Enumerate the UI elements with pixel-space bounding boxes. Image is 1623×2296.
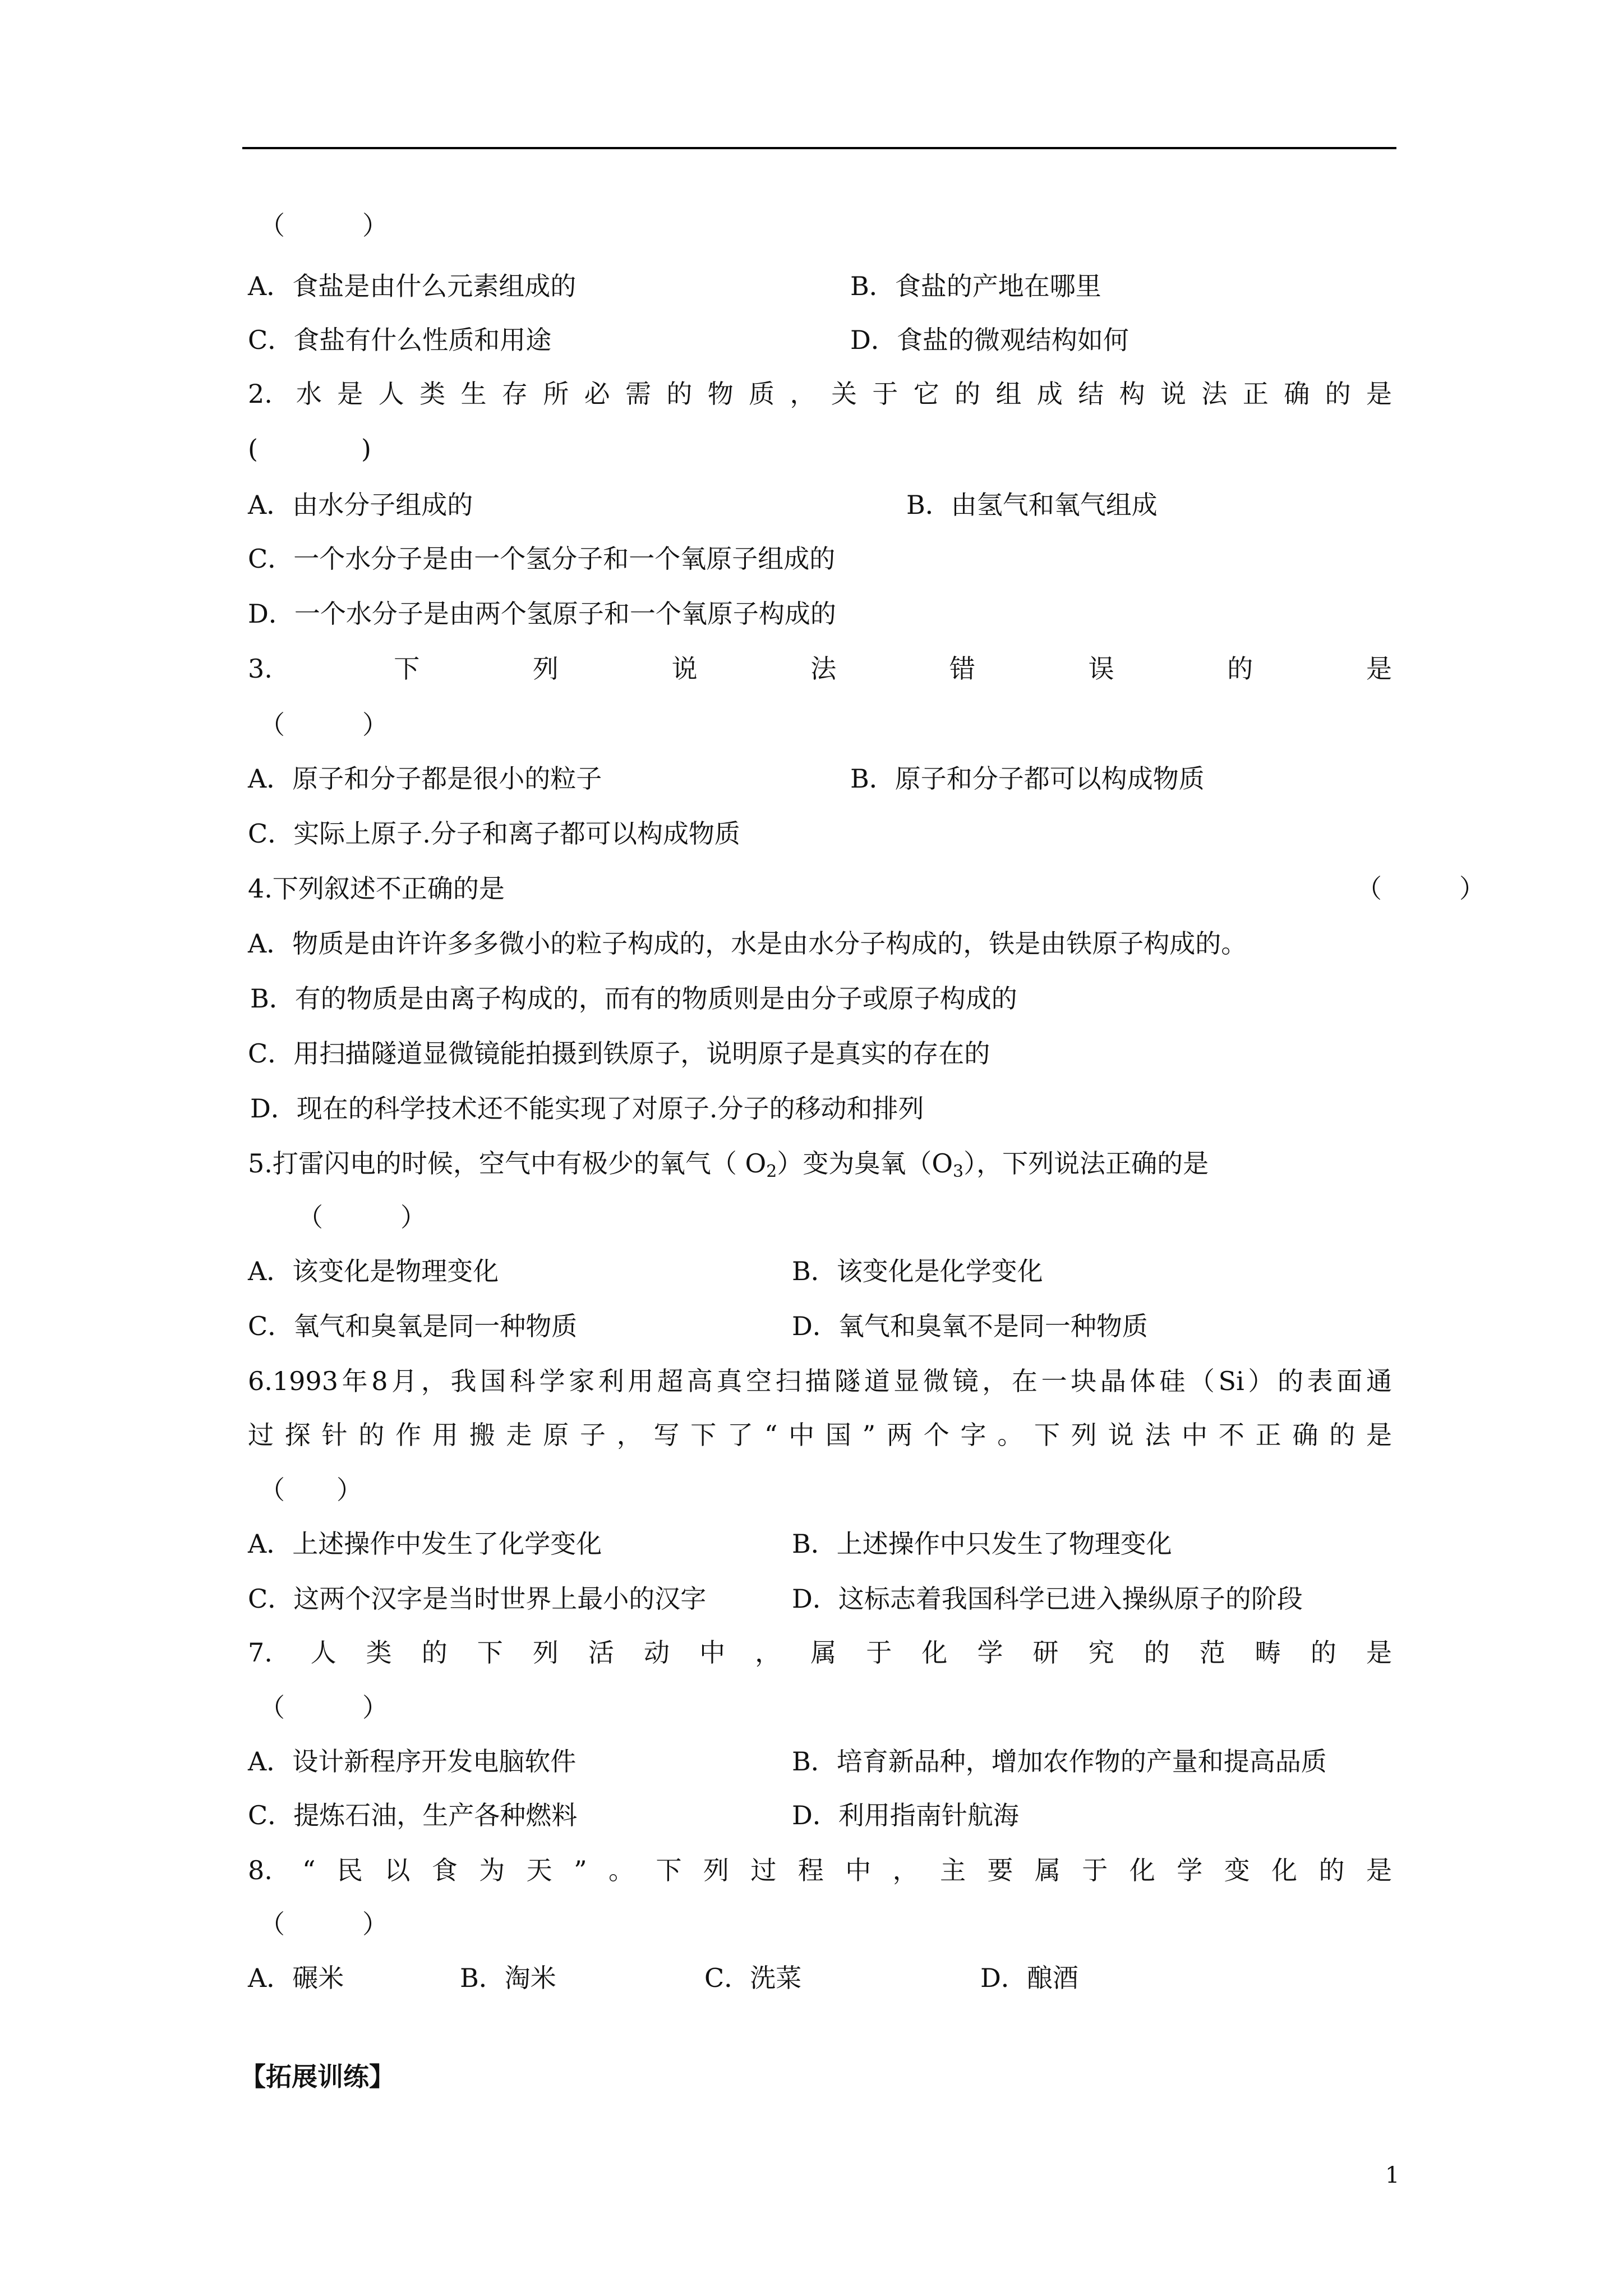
q6-stem-line1: 6.1993年8月，我国科学家利用超高真空扫描隧道显微镜，在一块晶体硅（Si）的表面通 [248,1366,1392,1396]
q4-option-c: C．用扫描隧道显微镜能拍摄到铁原子，说明原子是真实的存在的 [248,1038,990,1069]
q7-option-b: B．培育新品种，增加农作物的产量和提高品质 [792,1746,1327,1777]
q5-option-d: D．氧气和臭氧不是同一种物质 [792,1311,1148,1341]
q5-stem: 5.打雷闪电的时候，空气中有极少的氧气（ $O_2$）变为臭氧$(O_3)$，下列说法正确的是 [248,1148,1209,1181]
q3-paren: （ ） [259,710,388,740]
q1-paren: （ ） [259,210,388,241]
page-number: 1 [1385,2162,1400,2188]
q7-paren: （ ） [259,1692,388,1723]
q6-option-b: B．上述操作中只发生了物理变化 [792,1529,1172,1559]
q8-option-c: C．洗菜 [704,1963,802,1993]
q1-option-d: D．食盐的微观结构如何 [850,325,1129,355]
q1-option-a: A．食盐是由什么元素组成的 [248,271,577,301]
q5-option-c: C．氧气和臭氧是同一种物质 [248,1311,578,1341]
q3-stem: 3. 下列说法错误的是 [248,654,1392,684]
q8-option-b: B．淘米 [460,1963,556,1993]
q6-option-d: D．这标志着我国科学已进入操纵原子的阶段 [792,1584,1303,1614]
q3-option-b: B．原子和分子都可以构成物质 [850,763,1205,794]
q2-option-c: C．一个水分子是由一个氢分子和一个氧原子组成的 [248,544,836,574]
q4-option-b: B．有的物质是由离子构成的，而有的物质则是由分子或原子构成的 [250,983,1017,1014]
q2-option-a: A．由水分子组成的 [248,490,473,520]
q7-option-c: C．提炼石油，生产各种燃料 [248,1800,578,1830]
q6-stem-line2: 过探针的作用搬走原子，写下了“中国”两个字。下列说法中不正确的是 [248,1420,1392,1450]
q3-option-c: C．实际上原子.分子和离子都可以构成物质 [248,818,740,849]
q1-option-c: C．食盐有什么性质和用途 [248,325,552,355]
q8-paren: （ ） [259,1909,388,1939]
q6-option-a: A．上述操作中发生了化学变化 [248,1529,602,1559]
q8-option-d: D．酿酒 [980,1963,1078,1993]
q5-option-a: A．该变化是物理变化 [248,1256,499,1286]
q7-stem: 7. 人类的下列活动中，属于化学研究的范畴的是 [248,1637,1392,1668]
section-heading: 【拓展训练】 [240,2062,395,2092]
q3-option-a: A．原子和分子都是很小的粒子 [248,763,602,794]
q5-paren: （ ） [297,1202,426,1232]
q2-paren: ( ) [248,434,371,464]
q1-option-b: B．食盐的产地在哪里 [850,271,1101,301]
q5-option-b: B．该变化是化学变化 [792,1256,1043,1286]
q7-option-a: A．设计新程序开发电脑软件 [248,1746,577,1777]
header-rule [242,147,1396,149]
q2-option-b: B．由氢气和氧气组成 [906,490,1158,520]
q8-option-a: A．碾米 [248,1963,344,1993]
q7-option-d: D．利用指南针航海 [792,1800,1019,1830]
q4-option-d: D．现在的科学技术还不能实现了对原子.分子的移动和排列 [250,1093,924,1124]
q2-stem: 2. 水是人类生存所必需的物质，关于它的组成结构说法正确的是 [248,379,1392,409]
q4-stem: 4.下列叙述不正确的是 [248,873,505,904]
q6-option-c: C．这两个汉字是当时世界上最小的汉字 [248,1584,707,1614]
q4-paren: （ ） [1356,873,1485,904]
q4-option-a: A．物质是由许许多多微小的粒子构成的，水是由水分子构成的，铁是由铁原子构成的。 [248,928,1247,959]
q6-paren: （ ） [259,1475,362,1505]
q8-stem: 8. “民以食为天”。下列过程中，主要属于化学变化的是 [248,1855,1392,1885]
q2-option-d: D．一个水分子是由两个氢原子和一个氧原子构成的 [248,599,836,629]
